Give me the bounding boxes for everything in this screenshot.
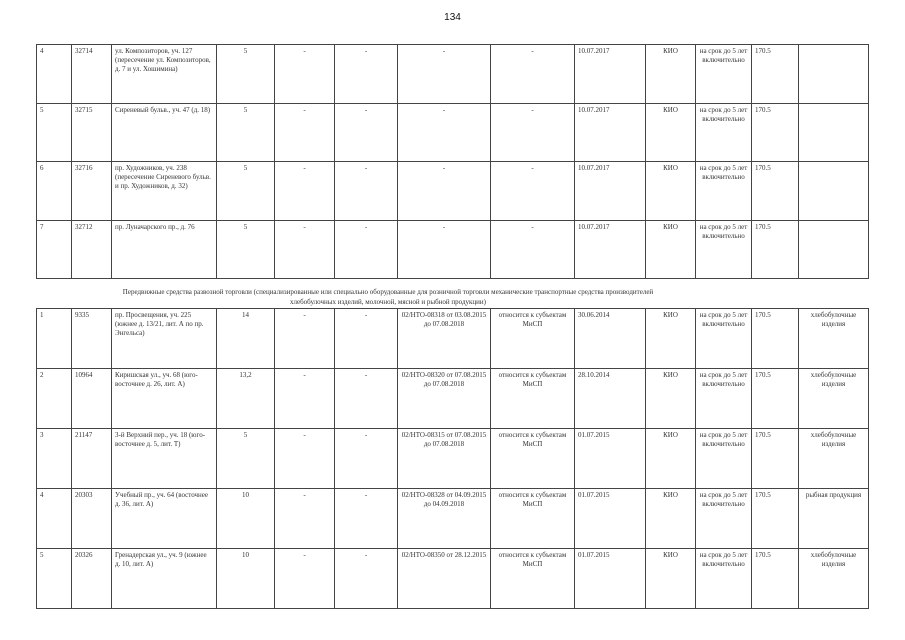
table-cell: 5 — [217, 45, 275, 104]
table-cell: 9335 — [72, 309, 112, 369]
table-cell: хлебобулочные изделия — [799, 429, 869, 489]
table-cell: КИО — [646, 369, 696, 429]
table-cell: 170.5 — [752, 489, 799, 549]
table-row — [37, 103, 869, 162]
table-cell: Киришская ул., уч. 68 (юго-восточнее д. 26, лит. А) — [112, 369, 217, 429]
table-row — [37, 429, 869, 489]
page-number: 134 — [444, 12, 461, 23]
table-cell: 6 — [37, 162, 72, 221]
table-row — [37, 549, 869, 609]
table-cell: 10964 — [72, 369, 112, 429]
table-cell: - — [335, 489, 398, 549]
table-cell: относится к субъектам МиСП — [491, 429, 575, 489]
table-cell: - — [335, 103, 398, 162]
table-cell: - — [335, 309, 398, 369]
table-cell: на срок до 5 лет включительно — [696, 309, 752, 369]
table-row — [37, 369, 869, 429]
table-cell: КИО — [646, 549, 696, 609]
section-caption-line-1: Передвижные средства развозной торговли (специализированные или специально оборудованные для розничной торговли механические транспортные средства производителей — [122, 288, 654, 296]
table-cell: на срок до 5 лет включительно — [696, 220, 752, 279]
table-cell: - — [398, 162, 491, 221]
table-cell: - — [275, 309, 335, 369]
table-cell: 10.07.2017 — [575, 45, 646, 104]
table-cell: - — [398, 220, 491, 279]
table-cell: на срок до 5 лет включительно — [696, 45, 752, 104]
table-cell: КИО — [646, 309, 696, 369]
table-cell: 5 — [217, 103, 275, 162]
table-cell: 7 — [37, 220, 72, 279]
table-cell: 02/НТО-08350 от 28.12.2015 — [398, 549, 491, 609]
table-cell: 32715 — [72, 103, 112, 162]
table-cell: на срок до 5 лет включительно — [696, 369, 752, 429]
table-cell: 170.5 — [752, 220, 799, 279]
table-cell: 4 — [37, 489, 72, 549]
table-cell: пр. Художников, уч. 238 (пересечение Сиреневого бульв. и пр. Художников, д. 32) — [112, 162, 217, 221]
table-cell: - — [335, 162, 398, 221]
table-row — [37, 309, 869, 369]
table-cell: 14 — [217, 309, 275, 369]
table-cell: - — [275, 103, 335, 162]
table-cell: 5 — [217, 220, 275, 279]
table-cell: 2 — [37, 369, 72, 429]
table-cell: 28.10.2014 — [575, 369, 646, 429]
table-cell: - — [275, 369, 335, 429]
table-cell: 02/НТО-08320 от 07.08.2015 до 07.08.2018 — [398, 369, 491, 429]
table-cell: - — [335, 429, 398, 489]
table-cell: - — [491, 103, 575, 162]
section-caption-line-2: хлебобулочных изделий, молочной, мясной и рыбной продукции) — [290, 298, 486, 306]
table-cell: на срок до 5 лет включительно — [696, 162, 752, 221]
table-cell: пр. Просвещения, уч. 225 (южнее д. 13/21, лит. А по пр. Энгельса) — [112, 309, 217, 369]
table-cell: - — [491, 220, 575, 279]
table-cell: относится к субъектам МиСП — [491, 369, 575, 429]
table-cell: 01.07.2015 — [575, 429, 646, 489]
table-cell: 20326 — [72, 549, 112, 609]
table-cell: - — [335, 549, 398, 609]
table-cell: 13,2 — [217, 369, 275, 429]
table-cell: 170.5 — [752, 45, 799, 104]
table-cell: на срок до 5 лет включительно — [696, 103, 752, 162]
table-cell: 10 — [217, 549, 275, 609]
table-cell: - — [335, 220, 398, 279]
table-cell: Гренадерская ул., уч. 9 (южнее д. 10, лит. А) — [112, 549, 217, 609]
table-cell: относится к субъектам МиСП — [491, 309, 575, 369]
table-cell: - — [275, 220, 335, 279]
table-cell: 30.06.2014 — [575, 309, 646, 369]
table-cell: 01.07.2015 — [575, 489, 646, 549]
table-cell: ул. Композиторов, уч. 127 (пересечение ул. Композиторов, д. 7 и ул. Хошимина) — [112, 45, 217, 104]
table-cell: - — [335, 45, 398, 104]
table-cell: пр. Луначарского пр., д. 76 — [112, 220, 217, 279]
table-cell: 5 — [217, 429, 275, 489]
table-cell: - — [275, 549, 335, 609]
table-cell: рыбная продукция — [799, 489, 869, 549]
table-body-bottom — [37, 309, 869, 609]
table-cell: 32716 — [72, 162, 112, 221]
table-cell: КИО — [646, 45, 696, 104]
table-cell: - — [398, 45, 491, 104]
table-cell: хлебобулочные изделия — [799, 549, 869, 609]
table-row — [37, 489, 869, 549]
placement-table-top — [36, 44, 869, 279]
table-cell: - — [275, 45, 335, 104]
table-cell — [799, 45, 869, 104]
table-cell: 10.07.2017 — [575, 162, 646, 221]
table-cell: КИО — [646, 489, 696, 549]
table-cell: - — [275, 489, 335, 549]
table-cell: 4 — [37, 45, 72, 104]
table-cell: на срок до 5 лет включительно — [696, 489, 752, 549]
table-cell: 10 — [217, 489, 275, 549]
table-row — [37, 45, 869, 104]
table-cell: 5 — [37, 103, 72, 162]
table-cell: - — [398, 103, 491, 162]
table-cell: на срок до 5 лет включительно — [696, 429, 752, 489]
table-cell: хлебобулочные изделия — [799, 369, 869, 429]
table-cell: 170.5 — [752, 549, 799, 609]
table-cell: 5 — [37, 549, 72, 609]
table-cell: 3-й Верхний пер., уч. 18 (юго-восточнее д. 5, лит. Т) — [112, 429, 217, 489]
table-cell: 10.07.2017 — [575, 220, 646, 279]
table-cell: 5 — [217, 162, 275, 221]
table-cell: КИО — [646, 162, 696, 221]
table-cell: - — [275, 429, 335, 489]
table-cell: 02/НТО-08315 от 07.08.2015 до 07.08.2018 — [398, 429, 491, 489]
table-body-top — [37, 45, 869, 279]
table-cell — [799, 220, 869, 279]
table-cell: на срок до 5 лет включительно — [696, 549, 752, 609]
table-cell: КИО — [646, 429, 696, 489]
table-cell: хлебобулочные изделия — [799, 309, 869, 369]
table-cell: - — [275, 162, 335, 221]
table-cell: 32712 — [72, 220, 112, 279]
table-cell: относится к субъектам МиСП — [491, 549, 575, 609]
table-cell: 02/НТО-08318 от 03.08.2015 до 07.08.2018 — [398, 309, 491, 369]
table-cell: - — [335, 369, 398, 429]
table-cell: Учебный пр., уч. 64 (восточнее д. 36, лит. А) — [112, 489, 217, 549]
table-row — [37, 162, 869, 221]
table-cell: 1 — [37, 309, 72, 369]
placement-table-bottom — [36, 308, 869, 609]
table-cell: Сиреневый бульв., уч. 47 (д. 18) — [112, 103, 217, 162]
table-cell: 170.5 — [752, 309, 799, 369]
table-cell: 3 — [37, 429, 72, 489]
table-cell: 32714 — [72, 45, 112, 104]
table-cell — [799, 103, 869, 162]
table-cell: - — [491, 162, 575, 221]
table-cell: 21147 — [72, 429, 112, 489]
section-caption — [108, 287, 668, 307]
table-cell — [799, 162, 869, 221]
table-cell: 170.5 — [752, 369, 799, 429]
table-cell: 10.07.2017 — [575, 103, 646, 162]
table-row — [37, 220, 869, 279]
table-cell: 01.07.2015 — [575, 549, 646, 609]
table-cell: 20303 — [72, 489, 112, 549]
table-cell: КИО — [646, 103, 696, 162]
table-cell: 02/НТО-08328 от 04.09.2015 до 04.09.2018 — [398, 489, 491, 549]
table-cell: 170.5 — [752, 103, 799, 162]
table-cell: 170.5 — [752, 162, 799, 221]
table-cell: относится к субъектам МиСП — [491, 489, 575, 549]
table-cell: - — [491, 45, 575, 104]
table-cell: 170.5 — [752, 429, 799, 489]
table-cell: КИО — [646, 220, 696, 279]
